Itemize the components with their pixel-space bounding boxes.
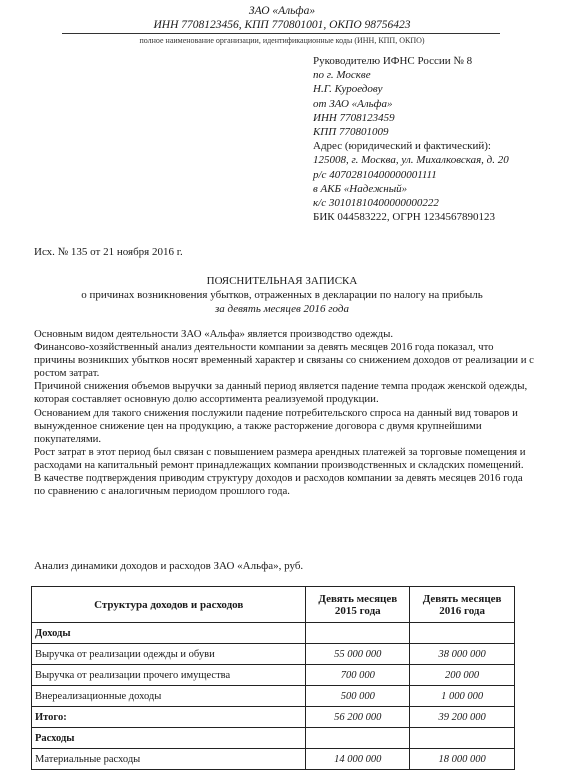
addressee-block xyxy=(313,54,509,224)
table-row xyxy=(32,749,515,770)
row-value-2015: 500 000 xyxy=(306,686,410,707)
paragraph-1: Основным видом деятельности ЗАО «Альфа» является производство одежды. xyxy=(34,328,394,340)
row-value-2016: 1 000 000 xyxy=(410,686,515,707)
header-structure: Структура доходов и расходов xyxy=(32,587,306,623)
income-expense-table xyxy=(31,586,515,770)
addressee-to: Руководителю ИФНС России № 8 xyxy=(313,55,473,67)
row-label: Материальные расходы xyxy=(32,749,306,770)
table-header-row xyxy=(32,587,515,623)
paragraph-3: Причиной снижения объемов выручки за данный период является падение темпа продаж женской одежды, которая составляет основную долю ассортимента реализуемой продукции. xyxy=(34,380,528,406)
header-2016: Девять месяцев 2016 года xyxy=(410,587,515,623)
addressee-city: по г. Москве xyxy=(313,69,371,82)
total-label: Итого: xyxy=(32,707,306,728)
table-row xyxy=(32,686,515,707)
document-subtitle: о причинах возникновения убытков, отраженных в декларации по налогу на прибыль xyxy=(81,289,483,301)
paragraph-6: В качестве подтверждения приводим структуру доходов и расходов компании за девять месяцев 2016 года по сравнению с аналогичным периодом прошлого года. xyxy=(34,472,523,498)
table-row xyxy=(32,644,515,665)
table-row xyxy=(32,623,515,644)
sender-kpp: КПП 770801009 xyxy=(313,126,389,139)
sender-bik: БИК 044583222, ОГРН 1234567890123 xyxy=(313,211,495,224)
row-value-2016: 200 000 xyxy=(410,665,515,686)
address-label: Адрес (юридический и фактический): xyxy=(313,140,491,153)
table-total-row xyxy=(32,707,515,728)
sender-inn: ИНН 7708123459 xyxy=(313,111,395,124)
addressee-person: Н.Г. Куроедову xyxy=(313,83,383,96)
analysis-caption: Анализ динамики доходов и расходов ЗАО «Альфа», руб. xyxy=(34,560,304,572)
section-income: Доходы xyxy=(32,623,306,644)
company-name: ЗАО «Альфа» xyxy=(248,5,316,17)
sender-corr-account: к/с 30101810400000000222 xyxy=(313,197,439,210)
paragraph-5: Рост затрат в этот период был связан с повышением размера арендных платежей за торговые помещения и расходами на капитальный ремонт принадлежащих компании производственных и складских помещений. xyxy=(34,445,526,471)
total-2016: 39 200 000 xyxy=(410,707,515,728)
sender-account: р/с 40702810400000001111 xyxy=(313,168,437,181)
document-period: за девять месяцев 2016 года xyxy=(215,303,349,315)
company-codes: ИНН 7708123456, КПП 770801001, ОКПО 98756423 xyxy=(153,19,411,31)
row-value-2015: 14 000 000 xyxy=(306,749,410,770)
table-row xyxy=(32,728,515,749)
row-label: Выручка от реализации одежды и обуви xyxy=(32,644,306,665)
paragraph-4: Основанием для такого снижения послужили падение потребительского спроса на данный вид товаров и вынужденное снижение цен на продукцию, а также расторжение договора с двумя крупнейшими покупателями. xyxy=(34,406,518,445)
paragraph-2: Финансово-хозяйственный анализ деятельности компании за девять месяцев 2016 года показал, что причины возникших убытков носят временный характер и связаны со снижением доходов от реализации и с ростом затрат. xyxy=(34,341,534,380)
row-value-2016: 18 000 000 xyxy=(410,749,515,770)
section-expense: Расходы xyxy=(32,728,306,749)
sender-address: 125008, г. Москва, ул. Михалковская, д. 20 xyxy=(313,154,509,167)
row-value-2015: 55 000 000 xyxy=(306,644,410,665)
document-title: ПОЯСНИТЕЛЬНАЯ ЗАПИСКА xyxy=(206,275,358,287)
row-value-2015: 700 000 xyxy=(306,665,410,686)
row-value-2016: 38 000 000 xyxy=(410,644,515,665)
table-row xyxy=(32,665,515,686)
sender-bank: в АКБ «Надежный» xyxy=(313,182,408,195)
issue-number: Исх. № 135 от 21 ноября 2016 г. xyxy=(34,246,183,258)
header-divider xyxy=(62,33,500,34)
row-label: Выручка от реализации прочего имущества xyxy=(32,665,306,686)
note-body xyxy=(34,328,534,498)
sender-name: от ЗАО «Альфа» xyxy=(313,97,393,110)
total-2015: 56 200 000 xyxy=(306,707,410,728)
row-label: Внереализационные доходы xyxy=(32,686,306,707)
header-2015: Девять месяцев 2015 года xyxy=(306,587,410,623)
header-caption: полное наименование организации, идентификационные коды (ИНН, КПП, ОКПО) xyxy=(139,36,425,45)
